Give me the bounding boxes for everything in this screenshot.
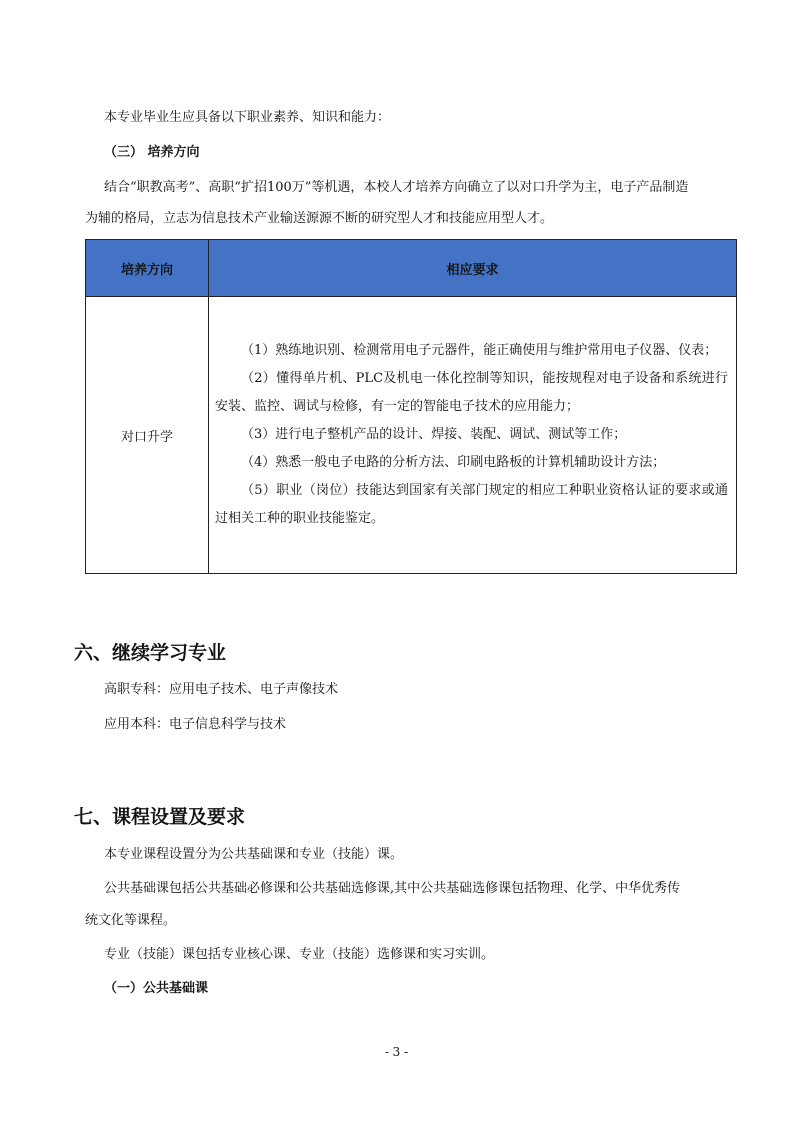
section7-para2-line2: 统文化等课程。 <box>85 913 177 928</box>
requirement-item: （3）进行电子整机产品的设计、焊接、装配、调试、测试等工作； <box>241 427 627 442</box>
table-row <box>86 297 737 574</box>
requirement-item: （4）熟悉一般电子电路的分析方法、印刷电路板的计算机辅助设计方法； <box>241 455 666 470</box>
training-direction-table <box>85 239 737 574</box>
section6-line2: 应用本科：电子信息科学与技术 <box>104 717 287 732</box>
section7-heading: 七、课程设置及要求 <box>74 806 246 828</box>
section6-line1: 高职专科：应用电子技术、电子声像技术 <box>104 682 339 697</box>
intro-text: 本专业毕业生应具备以下职业素养、知识和能力： <box>104 110 391 125</box>
section7-sub1-heading: （一）公共基础课 <box>104 981 209 996</box>
requirement-item: （1）熟练地识别、检测常用电子元器件，能正确使用与维护常用电子仪器、仪表； <box>241 343 718 358</box>
direction-cell: 对口升学 <box>86 297 209 574</box>
table-header-requirements: 相应要求 <box>209 240 737 297</box>
section3-para-line1: 结合“职教高考”、高职“扩招100万”等机遇，本校人才培养方向确立了以对口升学为主，电子产品制造 <box>104 180 689 195</box>
requirements-cell <box>209 297 737 574</box>
section7-para3: 专业（技能）课包括专业核心课、专业（技能）选修课和实习实训。 <box>104 947 495 962</box>
table-header-direction: 培养方向 <box>86 240 209 297</box>
section6-heading: 六、继续学习专业 <box>74 642 227 664</box>
table-header-row <box>86 240 737 297</box>
section3-heading: （三） 培养方向 <box>104 145 200 160</box>
section7-para2-line1: 公共基础课包括公共基础必修课和公共基础选修课,其中公共基础选修课包括物理、化学、中华优秀传 <box>104 881 681 896</box>
requirement-item: （5）职业（岗位）技能达到国家有关部门规定的相应工种职业资格认证的要求或通过相关工种的职业技能鉴定。 <box>215 483 728 526</box>
section3-para-line2: 为辅的格局，立志为信息技术产业输送源源不断的研究型人才和技能应用型人才。 <box>85 211 554 226</box>
requirement-item: （2）懂得单片机、PLC及机电一体化控制等知识，能按规程对电子设备和系统进行安装、监控、调试与检修，有一定的智能电子技术的应用能力； <box>215 371 728 414</box>
page-number: - 3 - <box>384 1045 409 1059</box>
section7-para1: 本专业课程设置分为公共基础课和专业（技能）课。 <box>104 847 404 862</box>
